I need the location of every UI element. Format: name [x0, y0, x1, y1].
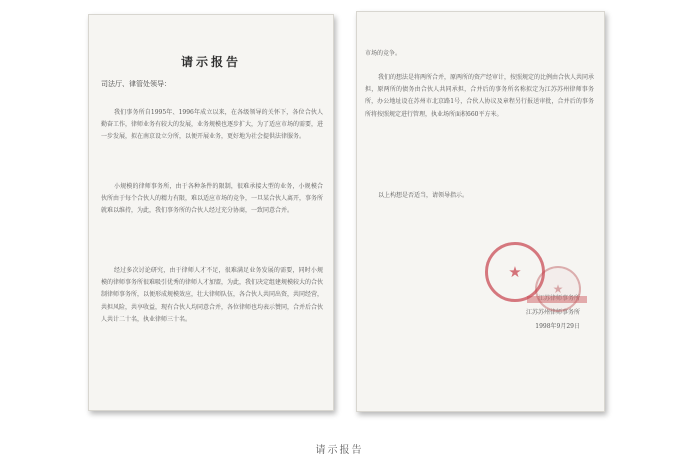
document-title: 请示报告	[180, 55, 241, 69]
closing-line: 以上构想是否适当，请领导指示。	[378, 192, 469, 199]
body-paragraph: 经过多次讨论研究，由于律师人才不足，很难满足业务发展的需要，同时小规模的律师事务所很难吸引优秀的律师人才加盟，为此，我们决定组建规模较大的合伙制律师事务所，以便形成规模效应，壮大律师队伍，各合伙人共同出资，共同经营，共担风险，共享收益，现有合伙人均同意合并，各位律师也均表示赞同，合并后合伙人共计二十名，执业律师三十名。	[101, 267, 323, 323]
body-paragraph: 我们的想法是将两所合并，原两所的资产经审计，按照规定的比例由合伙人共同承担，原两所的债务由合伙人共同承担，合并后的事务所名称拟定为江苏苏州律师事务所，办公地址设在苏州市北京路1号，合伙人协议及章程另行报送审批，合并后的事务所将按照规定进行管理，执业场所面积660平方米。	[365, 74, 594, 118]
image-caption: 请示报告	[315, 445, 364, 456]
seal-star-icon: ★	[552, 282, 564, 296]
signature-date: 1998年9月29日	[535, 323, 580, 330]
body-paragraph: 我们事务所自1995年、1996年成立以来，在各级领导的关怀下，各位合伙人勤奋工作，律师业务有较大的发展，业务规模也逐步扩大，为了适应市场的需要，进一步发展，拟在南京设立分所，以便开展业务，更好地为社会提供法律服务。	[101, 109, 323, 141]
signature-org-secondary: 江苏苏州律师事务所	[525, 309, 580, 316]
salutation-line: 司法厅、律管处领导：	[101, 80, 171, 88]
body-paragraph: 小规模的律师事务所，由于各种条件的限制，很难承接大型的业务，小规模合伙所由于每个合伙人的精力有限，难以适应市场的竞争，一旦某合伙人离开，事务所就难以维持，为此，我们事务所的合伙人经过充分协商，一致同意合并。	[101, 183, 323, 215]
document-page-left	[88, 14, 334, 411]
body-paragraph: 市场的竞争。	[365, 50, 402, 57]
seal-stamp-band	[527, 296, 587, 303]
seal-star-icon: ★	[508, 263, 522, 281]
official-seal	[485, 242, 545, 302]
document-page-right	[356, 11, 605, 412]
